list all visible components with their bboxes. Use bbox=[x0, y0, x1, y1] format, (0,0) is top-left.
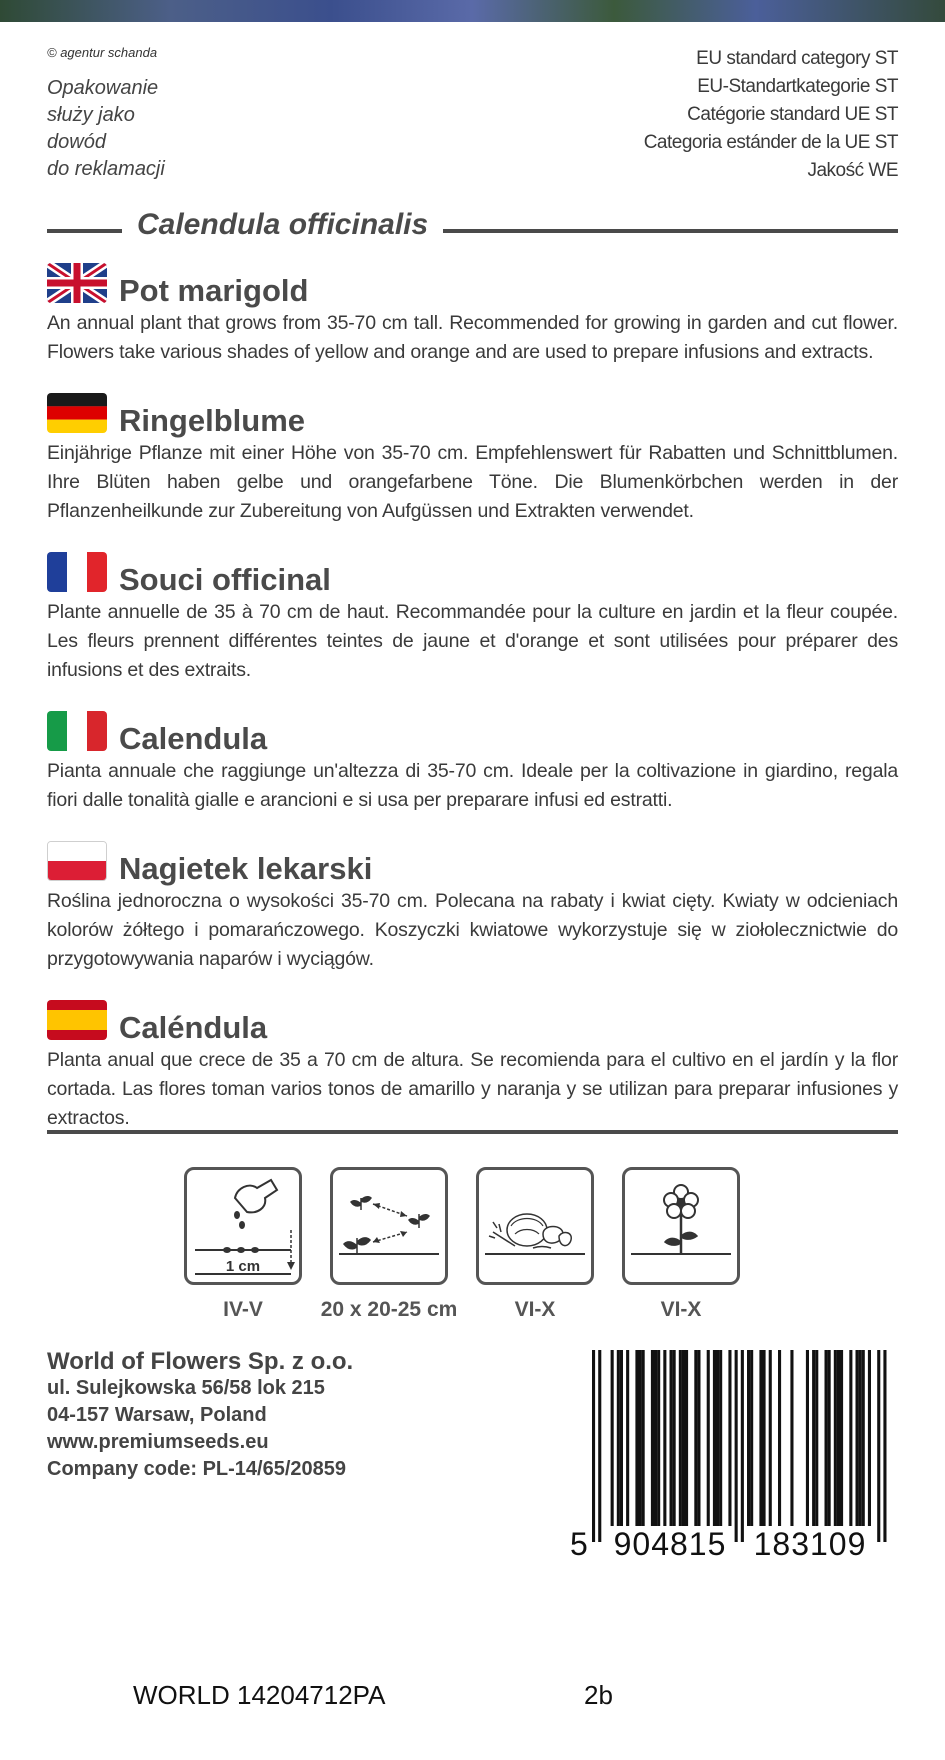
barcode-bar bbox=[868, 1350, 871, 1526]
barcode-bar bbox=[713, 1350, 716, 1526]
barcode-bar bbox=[837, 1350, 840, 1526]
france-flag-icon bbox=[47, 552, 107, 592]
flowering-icon bbox=[622, 1167, 740, 1285]
barcode-bar bbox=[663, 1350, 666, 1526]
description: Roślina jednoroczna o wysokości 35-70 cm. Polecana na rabaty i kwiat cięty. Kwiaty w odcieniach kolorów żółtego i pomarańczowego. Koszyczki kwiatowe wykorzystuje się w ziołolecznictwie do przygotowywania naparów i wyciągów. bbox=[47, 890, 898, 970]
common-name: Pot marigold bbox=[119, 273, 309, 308]
barcode-bar bbox=[840, 1350, 843, 1526]
note-line: do reklamacji bbox=[47, 158, 165, 180]
photo-credit: © agentur schanda bbox=[47, 45, 158, 60]
poland-flag-icon bbox=[47, 841, 107, 881]
barcode-bar bbox=[747, 1350, 750, 1526]
barcode-bar bbox=[639, 1350, 642, 1526]
eu-line: EU-Standartkategorie ST bbox=[697, 76, 898, 97]
product-code: WORLD 14204712PA bbox=[133, 1680, 386, 1710]
latin-name-row bbox=[47, 208, 898, 248]
section-divider bbox=[47, 1130, 898, 1134]
barcode-bar bbox=[716, 1350, 719, 1526]
common-name: Nagietek lekarski bbox=[119, 851, 373, 886]
sowing-period-label: IV-V bbox=[223, 1298, 263, 1321]
germany-flag-icon bbox=[47, 393, 107, 433]
barcode-bar bbox=[719, 1350, 722, 1526]
eu-line: EU standard category ST bbox=[696, 48, 898, 69]
flowering-period-label: VI-X bbox=[660, 1298, 702, 1321]
barcode-bar bbox=[670, 1350, 673, 1526]
common-name: Caléndula bbox=[119, 1010, 268, 1045]
common-name: Ringelblume bbox=[119, 403, 306, 438]
barcode-bar bbox=[883, 1350, 886, 1542]
ean-barcode bbox=[570, 1350, 895, 1560]
company-code: Company code: PL-14/65/20859 bbox=[47, 1458, 347, 1480]
uk-flag-icon bbox=[47, 263, 107, 303]
barcode-left-group: 904815 bbox=[613, 1526, 727, 1562]
barcode-bar bbox=[673, 1350, 676, 1526]
italy-flag-icon bbox=[47, 711, 107, 751]
company-city: 04-157 Warsaw, Poland bbox=[47, 1404, 267, 1426]
description: Pianta annuale che raggiunge un'altezza di 35-70 cm. Ideale per la coltivazione in giardino, regala fiori dalle tonalità gialle e arancioni e si usa per preparare infusi ed estratti. bbox=[47, 760, 898, 811]
barcode-bar bbox=[642, 1350, 645, 1526]
description: An annual plant that grows from 35-70 cm tall. Recommended for growing in garden and cut flower. Flowers take various shades of yellow and orange and are used to prepare infusions and extracts. bbox=[47, 312, 898, 363]
barcode-bar bbox=[778, 1350, 781, 1526]
barcode-right-group: 183109 bbox=[753, 1526, 867, 1562]
description: Einjährige Pflanze mit einer Höhe von 35-70 cm. Empfehlenswert für Rabatten und Schnittblumen. Ihre Blüten haben gelbe und orangefarbene Töne. Die Blumenkörbchen werden in der Pflanzenheilkunde zur Zubereitung von Aufgüssen und Extrakten verwendet. bbox=[47, 442, 898, 522]
barcode-bar bbox=[620, 1350, 623, 1526]
barcode-bar bbox=[834, 1350, 837, 1526]
barcode-bar bbox=[697, 1350, 700, 1526]
barcode-bar bbox=[859, 1350, 862, 1526]
barcode-bar bbox=[611, 1350, 614, 1526]
barcode-bar bbox=[856, 1350, 859, 1526]
company-info bbox=[47, 1348, 353, 1483]
sowing-depth-value: 1 cm bbox=[225, 1258, 261, 1275]
harvest-icon bbox=[476, 1167, 594, 1285]
rule-right bbox=[443, 229, 898, 233]
barcode-first-digit: 5 bbox=[570, 1526, 588, 1562]
barcode-bar bbox=[635, 1350, 638, 1526]
eu-line: Jakość WE bbox=[807, 160, 898, 181]
barcode-bar bbox=[657, 1350, 660, 1526]
barcode-bar bbox=[877, 1350, 880, 1542]
common-name: Calendula bbox=[119, 721, 268, 756]
barcode-bar bbox=[769, 1350, 772, 1526]
barcode-bar bbox=[735, 1350, 738, 1542]
barcode-bar bbox=[750, 1350, 753, 1526]
barcode-bar bbox=[651, 1350, 654, 1526]
barcode-bar bbox=[598, 1350, 601, 1542]
barcode-bar bbox=[728, 1350, 731, 1526]
eu-line: Catégorie standard UE ST bbox=[687, 104, 898, 125]
barcode-bar bbox=[815, 1350, 818, 1526]
note-line: Opakowanie bbox=[47, 77, 159, 99]
note-line: służy jako bbox=[47, 104, 135, 126]
barcode-bar bbox=[617, 1350, 620, 1526]
complaint-note bbox=[47, 75, 247, 183]
barcode-bar bbox=[812, 1350, 815, 1526]
barcode-bar bbox=[741, 1350, 744, 1542]
barcode-bar bbox=[682, 1350, 685, 1526]
company-name: World of Flowers Sp. z o.o. bbox=[47, 1348, 354, 1375]
barcode-bar bbox=[626, 1350, 629, 1526]
common-name: Souci officinal bbox=[119, 562, 331, 597]
sowing-depth-icon bbox=[184, 1167, 302, 1285]
spain-flag-icon bbox=[47, 1000, 107, 1040]
barcode-bar bbox=[790, 1350, 793, 1526]
eu-line: Categoria estánder de la UE ST bbox=[643, 132, 898, 153]
barcode-bar bbox=[759, 1350, 762, 1526]
description: Plante annuelle de 35 à 70 cm de haut. Recommandée pour la culture en jardin et la fleur coupée. Les fleurs prennent différentes teintes de jaune et d'orange et sont utilisées pour préparer des infusions et des extraits. bbox=[47, 601, 898, 681]
harvest-period-label: VI-X bbox=[514, 1298, 556, 1321]
top-photo-strip bbox=[0, 0, 945, 22]
print-version: 2b bbox=[584, 1680, 613, 1710]
barcode-bar bbox=[806, 1350, 809, 1526]
eu-standard-category bbox=[644, 45, 898, 185]
barcode-bar bbox=[592, 1350, 595, 1542]
spacing-label: 20 x 20-25 cm bbox=[320, 1298, 458, 1321]
note-line: dowód bbox=[47, 131, 106, 153]
barcode-bar bbox=[849, 1350, 852, 1526]
barcode-bar bbox=[828, 1350, 831, 1526]
plant-spacing-icon bbox=[330, 1167, 448, 1285]
barcode-bar bbox=[862, 1350, 865, 1526]
barcode-bar bbox=[679, 1350, 682, 1526]
barcode-bar bbox=[654, 1350, 657, 1526]
company-website: www.premiumseeds.eu bbox=[47, 1431, 269, 1453]
barcode-bar bbox=[694, 1350, 697, 1526]
latin-name: Calendula officinalis bbox=[137, 208, 429, 241]
company-street: ul. Sulejkowska 56/58 lok 215 bbox=[47, 1377, 325, 1399]
barcode-bar bbox=[685, 1350, 688, 1526]
rule-left bbox=[47, 229, 122, 233]
barcode-bar bbox=[825, 1350, 828, 1526]
description: Planta anual que crece de 35 a 70 cm de altura. Se recomienda para el cultivo en el jardín y la flor cortada. Las flores toman varios tonos de amarillo y naranja y se utilizan para preparar infusiones y extractos. bbox=[47, 1049, 898, 1129]
barcode-bar bbox=[763, 1350, 766, 1526]
barcode-bar bbox=[707, 1350, 710, 1526]
